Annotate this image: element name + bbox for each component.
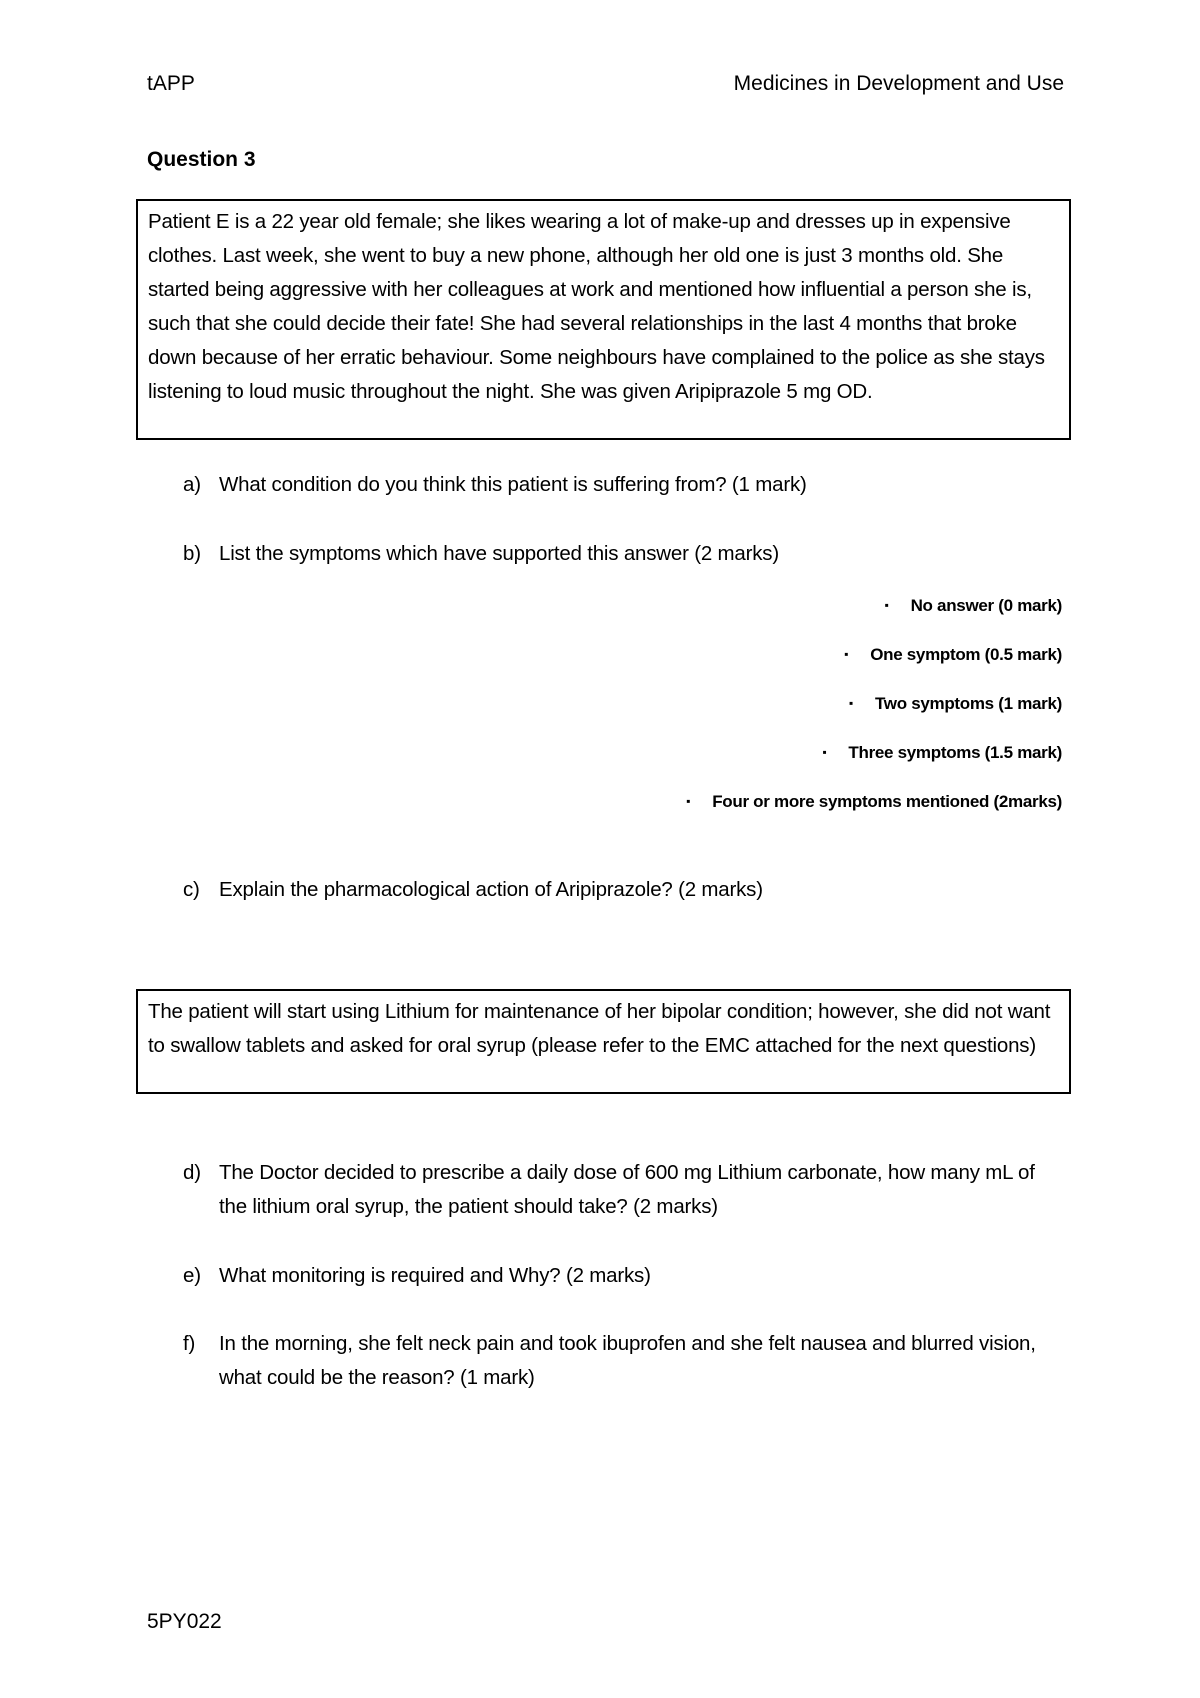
- page-footer: 5PY022: [147, 1610, 222, 1633]
- bullet-icon: ▪: [844, 647, 849, 661]
- question-c-label: c): [183, 878, 200, 901]
- question-title: Question 3: [147, 148, 256, 171]
- patient-case-text: Patient E is a 22 year old female; she likes wearing a lot of make-up and dresses up in expensive clothes. Last week, she went to buy a new phone, although her old one is just 3 months old. She started being aggressive with her colleagues at work and mentioned how influential a person she is, such that she could decide their fate! She had several relationships in the last 4 months that broke down because of her erratic behaviour. Some neighbours have complained to the police as she stays listening to loud music throughout the night. She was given Aripiprazole 5 mg OD.: [148, 210, 1045, 403]
- module-title-header: Medicines in Development and Use: [733, 72, 1064, 95]
- marking-item-text: No answer (0 mark): [910, 596, 1062, 615]
- question-a: [183, 468, 1043, 502]
- question-b-label: b): [183, 542, 201, 565]
- marking-item-text: Three symptoms (1.5 mark): [848, 743, 1062, 762]
- question-d: [183, 1156, 1043, 1224]
- question-d-label: d): [183, 1161, 201, 1184]
- question-e-label: e): [183, 1264, 201, 1287]
- patient-case-box: [136, 199, 1071, 440]
- page-header: [147, 72, 1064, 102]
- course-code-header: tAPP: [147, 72, 195, 95]
- marking-item: [822, 743, 1062, 763]
- marking-item: [686, 792, 1062, 812]
- marking-item-text: One symptom (0.5 mark): [870, 645, 1062, 664]
- question-e-text: What monitoring is required and Why? (2 marks): [219, 1264, 651, 1287]
- question-c-text: Explain the pharmacological action of Aripiprazole? (2 marks): [219, 878, 763, 901]
- question-b: [183, 537, 1043, 571]
- question-f-label: f): [183, 1332, 196, 1355]
- question-c: [183, 873, 1043, 907]
- bullet-icon: ▪: [848, 696, 853, 710]
- question-b-text: List the symptoms which have supported this answer (2 marks): [219, 542, 779, 565]
- question-d-text: The Doctor decided to prescribe a daily dose of 600 mg Lithium carbonate, how many mL of the lithium oral syrup, the patient should take? (2 marks): [219, 1161, 1035, 1218]
- bullet-icon: ▪: [686, 794, 691, 808]
- question-a-text: What condition do you think this patient is suffering from? (1 mark): [219, 473, 807, 496]
- marking-item-text: Four or more symptoms mentioned (2marks): [712, 792, 1062, 811]
- question-e: [183, 1259, 1043, 1293]
- bullet-icon: ▪: [884, 598, 889, 612]
- marking-item: [844, 645, 1062, 665]
- marking-item: [885, 596, 1062, 616]
- lithium-info-text: The patient will start using Lithium for maintenance of her bipolar condition; however, she did not want to swallow tablets and asked for oral syrup (please refer to the EMC attached for the next questions): [148, 1000, 1051, 1057]
- question-f-text: In the morning, she felt neck pain and took ibuprofen and she felt nausea and blurred vision, what could be the reason? (1 mark): [219, 1332, 1036, 1389]
- question-a-label: a): [183, 473, 201, 496]
- bullet-icon: ▪: [822, 745, 827, 759]
- lithium-info-box: [136, 989, 1071, 1094]
- question-f: [183, 1327, 1043, 1395]
- marking-item-text: Two symptoms (1 mark): [874, 694, 1062, 713]
- marking-item: [849, 694, 1062, 714]
